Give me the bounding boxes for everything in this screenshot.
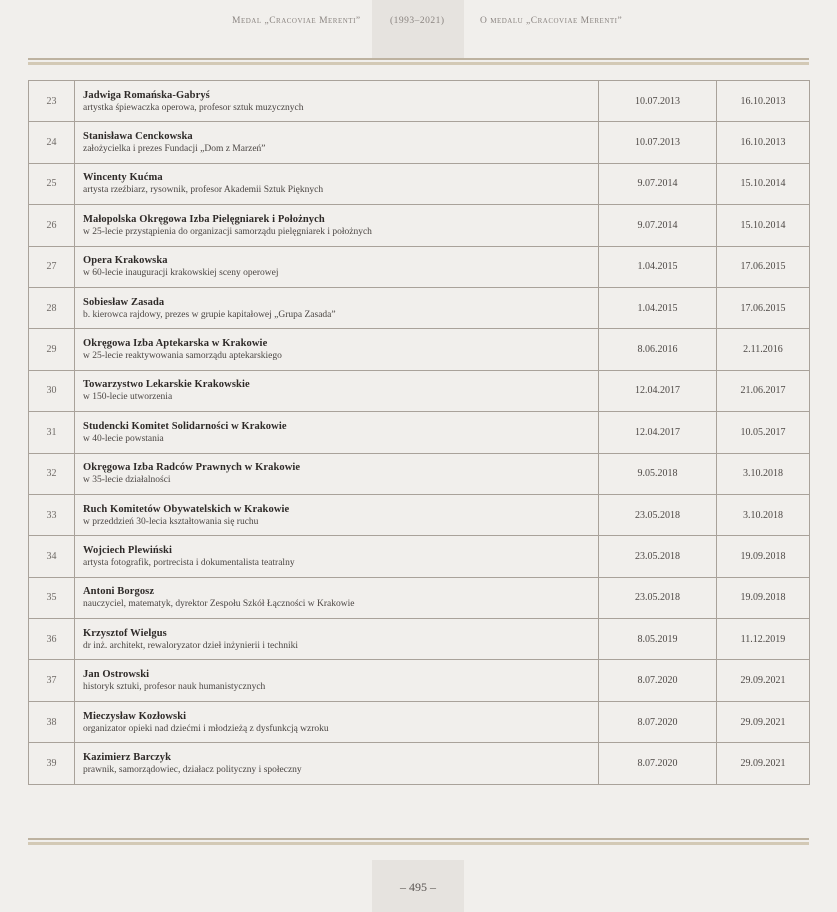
- resolution-date: 8.05.2019: [599, 619, 717, 660]
- recipient-name: Wincenty Kućma: [83, 172, 163, 184]
- resolution-date: 9.07.2014: [599, 163, 717, 204]
- row-number: 26: [29, 205, 75, 246]
- recipient-cell: [75, 205, 599, 246]
- recipient-name: Sobiesław Zasada: [83, 296, 165, 308]
- row-number: 28: [29, 287, 75, 328]
- recipient-cell: [75, 577, 599, 618]
- row-number: 38: [29, 701, 75, 742]
- table-row: [29, 205, 810, 246]
- recipient-description: b. kierowca rajdowy, prezes w grupie kapitałowej „Grupa Zasada”: [83, 309, 336, 320]
- resolution-date: 12.04.2017: [599, 412, 717, 453]
- recipient-description: założycielka i prezes Fundacji „Dom z Marzeń”: [83, 144, 266, 155]
- award-date: 29.09.2021: [717, 701, 810, 742]
- award-date: 19.09.2018: [717, 577, 810, 618]
- recipient-name: Jan Ostrowski: [83, 669, 150, 681]
- running-head-years: (1993–2021): [390, 16, 445, 26]
- award-date: 10.05.2017: [717, 412, 810, 453]
- award-date: 29.09.2021: [717, 660, 810, 701]
- award-date: 17.06.2015: [717, 246, 810, 287]
- row-number: 36: [29, 619, 75, 660]
- award-date: 16.10.2013: [717, 81, 810, 122]
- recipient-cell: [75, 743, 599, 784]
- recipient-cell: [75, 81, 599, 122]
- table-row: [29, 287, 810, 328]
- row-number: 34: [29, 536, 75, 577]
- recipient-name: Jadwiga Romańska-Gabryś: [83, 89, 210, 101]
- bottom-rule: [28, 838, 809, 840]
- recipient-description: artystka śpiewaczka operowa, profesor sztuk muzycznych: [83, 102, 304, 113]
- recipient-name: Krzysztof Wielgus: [83, 627, 167, 639]
- row-number: 24: [29, 122, 75, 163]
- table-row: [29, 660, 810, 701]
- row-number: 23: [29, 81, 75, 122]
- recipient-description: w przeddzień 30-lecia kształtowania się ruchu: [83, 516, 259, 527]
- table-row: [29, 577, 810, 618]
- recipient-name: Studencki Komitet Solidarności w Krakowie: [83, 420, 287, 432]
- recipient-cell: [75, 122, 599, 163]
- recipient-description: historyk sztuki, profesor nauk humanistycznych: [83, 682, 266, 693]
- table-row: [29, 453, 810, 494]
- resolution-date: 8.06.2016: [599, 329, 717, 370]
- row-number: 29: [29, 329, 75, 370]
- recipient-name: Ruch Komitetów Obywatelskich w Krakowie: [83, 503, 290, 515]
- running-head-left: Medal „Cracoviae Merenti”: [232, 16, 361, 26]
- row-number: 32: [29, 453, 75, 494]
- row-number: 31: [29, 412, 75, 453]
- table-row: [29, 412, 810, 453]
- recipient-description: prawnik, samorządowiec, działacz polityczny i społeczny: [83, 764, 302, 775]
- resolution-date: 8.07.2020: [599, 743, 717, 784]
- award-date: 16.10.2013: [717, 122, 810, 163]
- recipient-cell: [75, 536, 599, 577]
- table-row: [29, 122, 810, 163]
- resolution-date: 8.07.2020: [599, 660, 717, 701]
- recipient-cell: [75, 619, 599, 660]
- award-date: 3.10.2018: [717, 494, 810, 535]
- recipient-cell: [75, 370, 599, 411]
- recipient-description: w 60-lecie inauguracji krakowskiej sceny operowej: [83, 268, 279, 279]
- table-row: [29, 246, 810, 287]
- page-header: [0, 0, 837, 60]
- recipient-description: w 35-lecie działalności: [83, 475, 171, 486]
- resolution-date: 1.04.2015: [599, 246, 717, 287]
- top-rule-inner: [28, 62, 809, 65]
- table-row: [29, 536, 810, 577]
- recipient-cell: [75, 701, 599, 742]
- recipient-description: artysta fotografik, portrecista i dokumentalista teatralny: [83, 557, 295, 568]
- recipient-description: dr inż. architekt, rewaloryzator dzieł inżynierii i techniki: [83, 640, 298, 651]
- recipient-description: artysta rzeźbiarz, rysownik, profesor Akademii Sztuk Pięknych: [83, 185, 324, 196]
- recipient-name: Opera Krakowska: [83, 255, 168, 267]
- recipient-description: nauczyciel, matematyk, dyrektor Zespołu Szkół Łączności w Krakowie: [83, 599, 355, 610]
- resolution-date: 9.05.2018: [599, 453, 717, 494]
- table-row: [29, 370, 810, 411]
- table-row: [29, 81, 810, 122]
- row-number: 33: [29, 494, 75, 535]
- award-date: 29.09.2021: [717, 743, 810, 784]
- recipient-name: Towarzystwo Lekarskie Krakowskie: [83, 379, 250, 391]
- award-date: 21.06.2017: [717, 370, 810, 411]
- recipient-cell: [75, 163, 599, 204]
- resolution-date: 12.04.2017: [599, 370, 717, 411]
- recipient-cell: [75, 660, 599, 701]
- recipient-cell: [75, 453, 599, 494]
- award-date: 2.11.2016: [717, 329, 810, 370]
- recipient-cell: [75, 412, 599, 453]
- resolution-date: 1.04.2015: [599, 287, 717, 328]
- recipient-name: Okręgowa Izba Aptekarska w Krakowie: [83, 338, 268, 350]
- recipient-name: Kazimierz Barczyk: [83, 751, 172, 763]
- recipient-description: w 25-lecie przystąpienia do organizacji samorządu pielęgniarek i położnych: [83, 226, 372, 237]
- recipient-description: organizator opieki nad dziećmi i młodzieżą z dysfunkcją wzroku: [83, 723, 329, 734]
- award-date: 17.06.2015: [717, 287, 810, 328]
- table-row: [29, 743, 810, 784]
- recipient-name: Stanisława Cenckowska: [83, 131, 193, 143]
- award-date: 11.12.2019: [717, 619, 810, 660]
- top-rule: [28, 58, 809, 60]
- resolution-date: 23.05.2018: [599, 536, 717, 577]
- resolution-date: 9.07.2014: [599, 205, 717, 246]
- resolution-date: 10.07.2013: [599, 122, 717, 163]
- header-center-band: [372, 0, 464, 60]
- table-row: [29, 494, 810, 535]
- recipient-name: Okręgowa Izba Radców Prawnych w Krakowie: [83, 462, 301, 474]
- resolution-date: 8.07.2020: [599, 701, 717, 742]
- recipient-description: w 25-lecie reaktywowania samorządu aptekarskiego: [83, 351, 282, 362]
- award-date: 15.10.2014: [717, 205, 810, 246]
- table-row: [29, 329, 810, 370]
- recipient-name: Antoni Borgosz: [83, 586, 155, 598]
- recipient-description: w 40-lecie powstania: [83, 433, 164, 444]
- resolution-date: 23.05.2018: [599, 494, 717, 535]
- recipient-description: w 150-lecie utworzenia: [83, 392, 173, 403]
- resolution-date: 10.07.2013: [599, 81, 717, 122]
- row-number: 39: [29, 743, 75, 784]
- table-row: [29, 701, 810, 742]
- resolution-date: 23.05.2018: [599, 577, 717, 618]
- running-head-right: O medalu „Cracoviae Merenti”: [480, 16, 623, 26]
- row-number: 30: [29, 370, 75, 411]
- recipient-cell: [75, 287, 599, 328]
- recipient-name: Małopolska Okręgowa Izba Pielęgniarek i Położnych: [83, 213, 325, 225]
- medal-recipients-table: [28, 80, 810, 785]
- bottom-rule-inner: [28, 842, 809, 845]
- recipient-cell: [75, 329, 599, 370]
- row-number: 37: [29, 660, 75, 701]
- recipient-cell: [75, 246, 599, 287]
- award-date: 15.10.2014: [717, 163, 810, 204]
- award-date: 19.09.2018: [717, 536, 810, 577]
- award-date: 3.10.2018: [717, 453, 810, 494]
- row-number: 27: [29, 246, 75, 287]
- recipient-name: Mieczysław Kozłowski: [83, 710, 187, 722]
- table-row: [29, 619, 810, 660]
- table-row: [29, 163, 810, 204]
- row-number: 35: [29, 577, 75, 618]
- recipient-name: Wojciech Plewiński: [83, 544, 173, 556]
- row-number: 25: [29, 163, 75, 204]
- page-number: – 495 –: [400, 880, 436, 894]
- recipient-cell: [75, 494, 599, 535]
